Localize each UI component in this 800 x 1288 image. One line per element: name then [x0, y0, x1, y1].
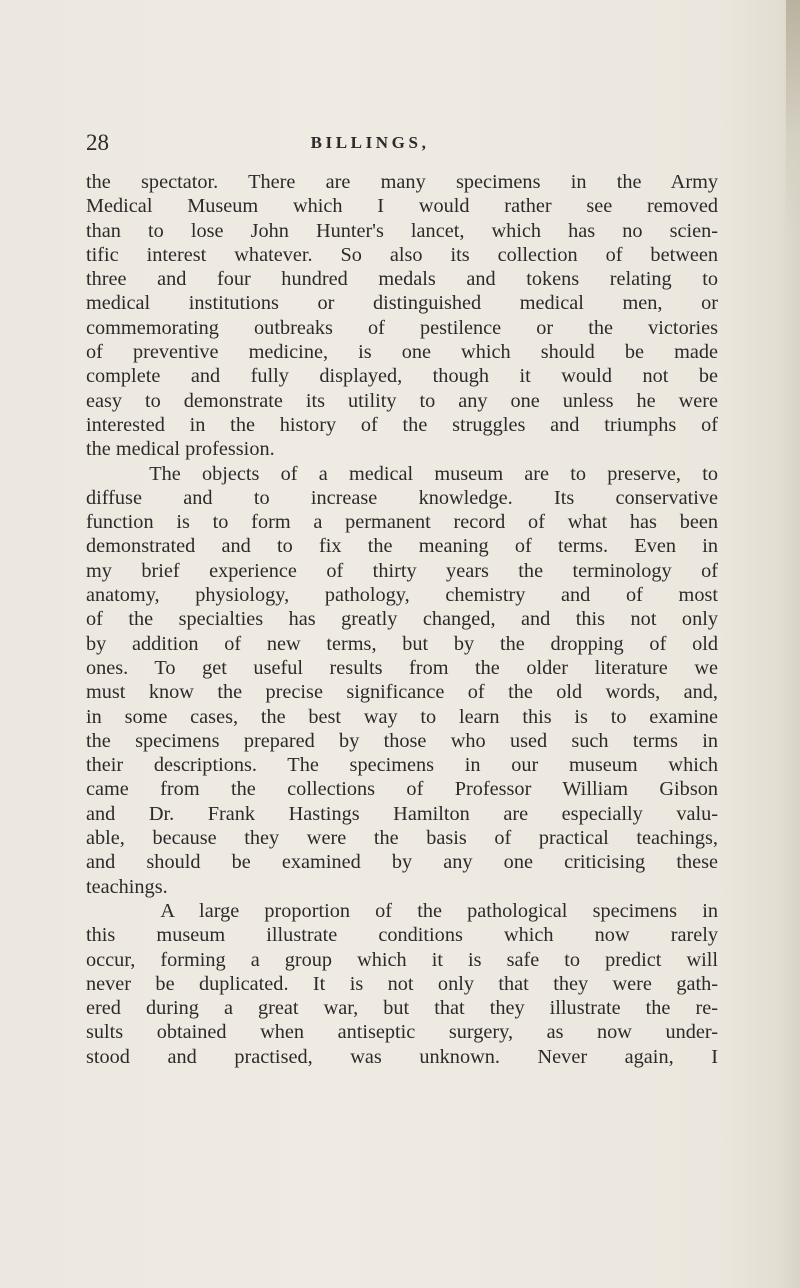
text-line: teachings.	[86, 875, 168, 898]
text-line: A large proportion of the pathological specimens in	[86, 899, 718, 922]
text-line: ones. To get useful results from the older literature we	[86, 656, 718, 679]
page-number: 28	[86, 130, 109, 155]
text-line: medical institutions or distinguished medical men, or	[86, 292, 718, 315]
text-line: and Dr. Frank Hastings Hamilton are especially valu-	[86, 802, 718, 825]
text-line: demonstrated and to fix the meaning of terms. Even in	[86, 535, 718, 558]
body-text	[86, 170, 718, 1069]
text-line: of the specialties has greatly changed, and this not only	[86, 608, 718, 631]
page-header	[0, 128, 800, 158]
text-line: my brief experience of thirty years the terminology of	[86, 559, 718, 582]
text-line: ered during a great war, but that they illustrate the re-	[86, 997, 718, 1020]
text-line: the specimens prepared by those who used such terms in	[86, 729, 718, 752]
text-line: diffuse and to increase knowledge. Its conservative	[86, 486, 718, 509]
text-line: the medical profession.	[86, 438, 275, 461]
text-line: than to lose John Hunter's lancet, which has no scien-	[86, 219, 718, 242]
text-line: interested in the history of the struggles and triumphs of	[86, 413, 718, 436]
text-line: tific interest whatever. So also its collection of between	[86, 243, 718, 266]
text-line: sults obtained when antiseptic surgery, as now under-	[86, 1021, 718, 1044]
text-line: never be duplicated. It is not only that they were gath-	[86, 972, 718, 995]
text-line: three and four hundred medals and tokens relating to	[86, 268, 718, 291]
text-line: able, because they were the basis of practical teachings,	[86, 827, 718, 850]
text-line: this museum illustrate conditions which now rarely	[86, 924, 718, 947]
text-line: of preventive medicine, is one which should be made	[86, 341, 718, 364]
text-line: in some cases, the best way to learn this is to examine	[86, 705, 718, 728]
text-line: anatomy, physiology, pathology, chemistry and of most	[86, 584, 718, 607]
text-line: Medical Museum which I would rather see removed	[86, 195, 718, 218]
text-line: easy to demonstrate its utility to any one unless he were	[86, 389, 718, 412]
text-line: complete and fully displayed, though it would not be	[86, 365, 718, 388]
text-line: and should be examined by any one criticising these	[86, 851, 718, 874]
text-line: stood and practised, was unknown. Never again, I	[86, 1045, 718, 1068]
text-line: commemorating outbreaks of pestilence or the victories	[86, 316, 718, 339]
running-head: BILLINGS,	[310, 133, 430, 152]
text-line: occur, forming a group which it is safe to predict will	[86, 948, 718, 971]
text-line: function is to form a permanent record of what has been	[86, 511, 718, 534]
text-line: the spectator. There are many specimens in the Army	[86, 171, 718, 193]
text-line: must know the precise significance of the old words, and,	[86, 681, 718, 704]
text-line: by addition of new terms, but by the dropping of old	[86, 632, 718, 655]
text-line: The objects of a medical museum are to preserve, to	[86, 462, 718, 485]
text-line: their descriptions. The specimens in our museum which	[86, 754, 718, 777]
text-line: came from the collections of Professor William Gibson	[86, 778, 718, 801]
page-edge-shadow	[786, 0, 800, 230]
